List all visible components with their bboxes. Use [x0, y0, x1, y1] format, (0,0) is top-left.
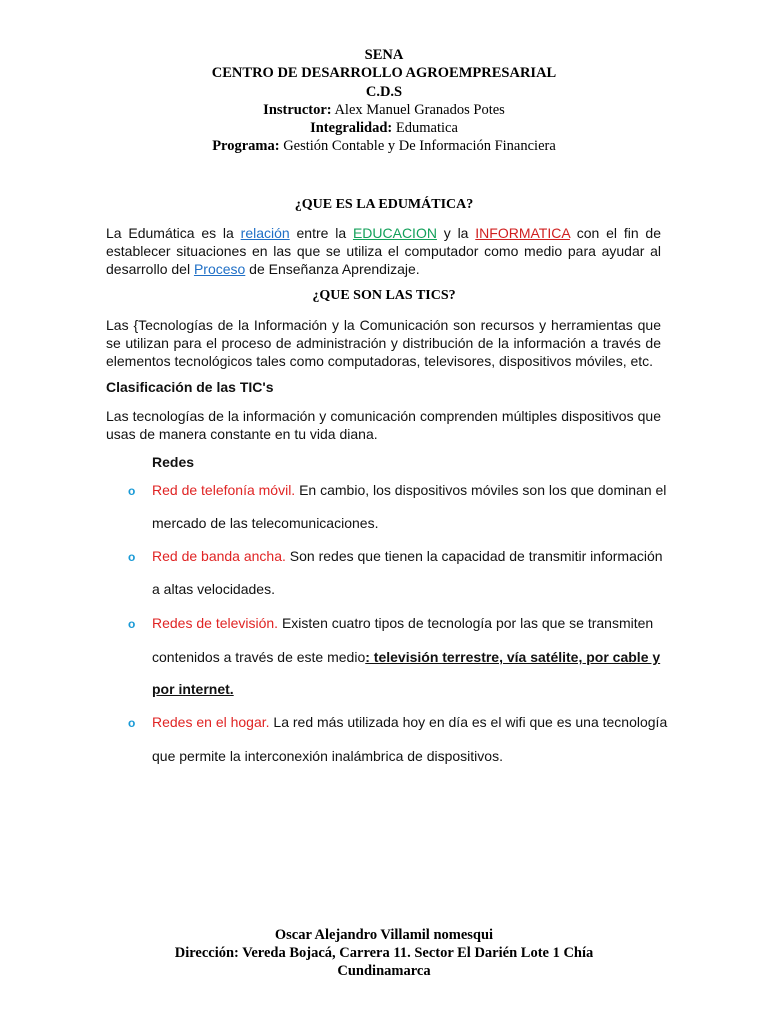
integralidad-value: Edumatica	[392, 120, 458, 137]
list-item-hogar-line1: Redes en el hogar. La red más utilizada hoy en día es el wifi que es una tecnología	[152, 714, 668, 730]
link-relacion[interactable]: relación	[240, 225, 290, 241]
link-proceso[interactable]: Proceso	[193, 261, 246, 277]
redes-label: Redes	[152, 454, 195, 470]
list-item-telefonia-line1: Red de telefonía móvil. En cambio, los dispositivos móviles son los que dominan el	[152, 482, 667, 498]
item-red-label: Redes de televisión.	[152, 615, 279, 631]
list-item-banda-line2: a altas velocidades.	[152, 581, 275, 597]
document-footer	[0, 926, 768, 980]
paragraph-tics: Las {Tecnologías de la Información y la Comunicación son recursos y herramientas que se utilizan para el proceso de administración y distribución de la información a través de elementos tecnológicos tales como computadoras, televisores, dispositivos móviles, etc.	[106, 317, 661, 369]
item-red-label: Red de banda ancha.	[152, 548, 286, 564]
programa-label: Programa:	[212, 138, 280, 155]
footer-region: Cundinamarca	[337, 963, 431, 979]
tv-types-bold: : televisión terrestre, vía satélite, por cable y	[365, 649, 661, 665]
instructor-label: Instructor:	[263, 101, 332, 118]
list-item-television-line1: Redes de televisión. Existen cuatro tipos de tecnología por las que se transmiten	[152, 615, 654, 631]
paragraph-clasificacion: Las tecnologías de la información y comunicación comprenden múltiples dispositivos que usas de manera constante en tu vida diana.	[106, 408, 661, 442]
paragraph-edumatica: La Edumática es la relación entre la EDUCACION y la INFORMATICA con el fin de establecer situaciones en las que se utiliza el computador como medio para ayudar al desarrollo del Proceso de Enseñanza Aprendizaje.	[106, 225, 661, 277]
section-title-edumatica: ¿QUE ES LA EDUMÁTICA?	[294, 197, 474, 212]
section-title-tics: ¿QUE SON LAS TICS?	[312, 288, 456, 303]
header-instructor	[0, 101, 768, 119]
header-cds: C.D.S	[365, 83, 403, 100]
link-educacion[interactable]: EDUCACION	[352, 225, 437, 241]
footer-author: Oscar Alejandro Villamil nomesqui	[274, 927, 494, 943]
list-item-television-line3: por internet.	[152, 681, 234, 697]
bullet-circle-icon: o	[128, 550, 136, 564]
header-programa	[0, 137, 768, 155]
heading-clasificacion: Clasificación de las TIC's	[106, 379, 274, 395]
bullet-circle-icon: o	[128, 716, 136, 730]
bullet-circle-icon: o	[128, 617, 136, 631]
bullet-circle-icon: o	[128, 484, 136, 498]
list-item-hogar-line2: que permite la interconexión inalámbrica de dispositivos.	[152, 748, 503, 764]
header-center-name: CENTRO DE DESARROLLO AGROEMPRESARIAL	[211, 65, 557, 82]
item-red-label: Redes en el hogar.	[152, 714, 270, 730]
list-item-television-line2: contenidos a través de este medio: televisión terrestre, vía satélite, por cable y	[152, 649, 661, 665]
header-sena: SENA	[364, 47, 404, 63]
instructor-value: Alex Manuel Granados Potes	[331, 101, 505, 118]
list-item-telefonia-line2: mercado de las telecomunicaciones.	[152, 515, 379, 531]
programa-value: Gestión Contable y De Información Financiera	[279, 138, 556, 155]
link-informatica[interactable]: INFORMATICA	[475, 225, 570, 241]
document-header	[0, 46, 768, 156]
integralidad-label: Integralidad:	[310, 120, 393, 137]
list-item-banda-line1: Red de banda ancha. Son redes que tienen la capacidad de transmitir información	[152, 548, 663, 564]
item-red-label: Red de telefonía móvil.	[152, 482, 296, 498]
header-integralidad	[0, 119, 768, 137]
footer-address: Dirección: Vereda Bojacá, Carrera 11. Sector El Darién Lote 1 Chía	[174, 945, 594, 961]
